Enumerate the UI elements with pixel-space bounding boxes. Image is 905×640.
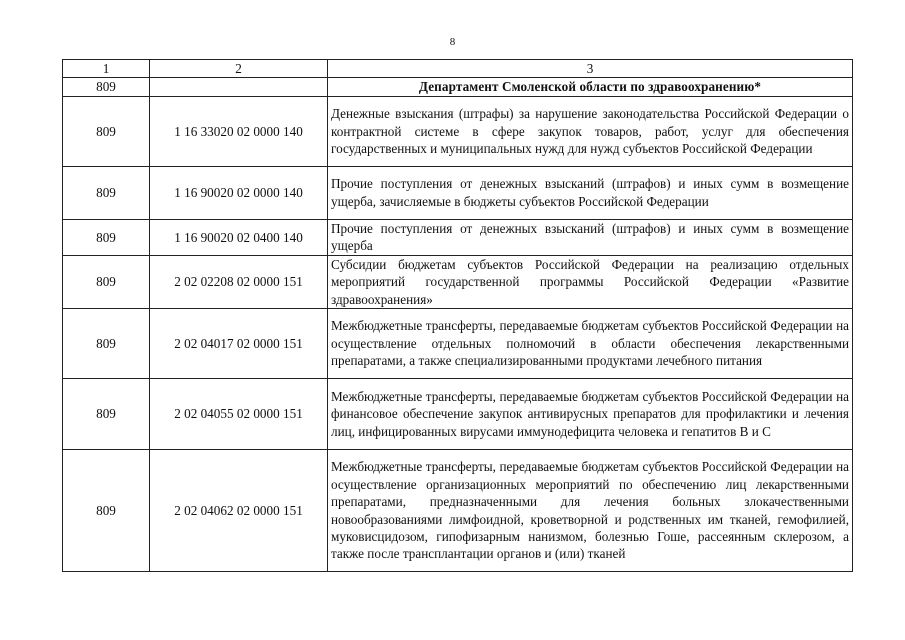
admin-code-cell: 809 <box>63 450 150 572</box>
revenue-name-cell: Денежные взыскания (штрафы) за нарушение законодательства Российской Федерации о контрактной системе в сфере закупок товаров, работ, услуг для обеспечения государственных и муниципальных нужд для нужд субъектов Российской Федерации <box>328 96 853 166</box>
table-row <box>63 219 853 255</box>
column-number-3: 3 <box>328 60 853 78</box>
kbk-code-cell: 1 16 33020 02 0000 140 <box>150 96 328 166</box>
table-row <box>63 309 853 379</box>
kbk-code-cell: 2 02 04017 02 0000 151 <box>150 309 328 379</box>
admin-code-cell: 809 <box>63 219 150 255</box>
admin-code-cell: 809 <box>63 166 150 219</box>
admin-code-cell: 809 <box>63 96 150 166</box>
revenue-name-cell: Межбюджетные трансферты, передаваемые бюджетам субъектов Российской Федерации на осуществление организационных мероприятий по обеспечению лиц лекарственными препаратами, предназначенными для лечения больных злокачественными новообразованиями лимфоидной, кроветворной и родственных им тканей, гемофилией, муковисцидозом, гипофизарным нанизмом, болезнью Гоше, рассеянным склерозом, а также после трансплантации органов и (или) тканей <box>328 450 853 572</box>
budget-code-table <box>62 59 853 572</box>
department-row <box>63 78 853 96</box>
department-code: 809 <box>63 78 150 96</box>
column-number-2: 2 <box>150 60 328 78</box>
table-row <box>63 96 853 166</box>
revenue-name-cell: Межбюджетные трансферты, передаваемые бюджетам субъектов Российской Федерации на финансовое обеспечение закупок антивирусных препаратов для профилактики и лечения лиц, инфицированных вирусами иммунодефицита человека и гепатитов В и С <box>328 379 853 450</box>
column-number-row <box>63 60 853 78</box>
revenue-name-cell: Прочие поступления от денежных взысканий (штрафов) и иных сумм в возмещение ущерба <box>328 219 853 255</box>
table-row <box>63 450 853 572</box>
table-row <box>63 166 853 219</box>
kbk-code-cell: 1 16 90020 02 0000 140 <box>150 166 328 219</box>
kbk-code-cell: 2 02 02208 02 0000 151 <box>150 255 328 308</box>
page-number: 8 <box>449 36 456 48</box>
revenue-name-cell: Межбюджетные трансферты, передаваемые бюджетам субъектов Российской Федерации на осуществление отдельных полномочий в области обеспечения лекарственными препаратами, а также специализированными продуктами лечебного питания <box>328 309 853 379</box>
column-number-1: 1 <box>63 60 150 78</box>
admin-code-cell: 809 <box>63 255 150 308</box>
admin-code-cell: 809 <box>63 379 150 450</box>
kbk-code-cell: 1 16 90020 02 0400 140 <box>150 219 328 255</box>
department-kbk <box>150 78 328 96</box>
table-row <box>63 255 853 308</box>
revenue-name-cell: Субсидии бюджетам субъектов Российской Федерации на реализацию отдельных мероприятий государственной программы Российской Федерации «Развитие здравоохранения» <box>328 255 853 308</box>
department-title: Департамент Смоленской области по здравоохранению* <box>328 78 853 96</box>
admin-code-cell: 809 <box>63 309 150 379</box>
revenue-name-cell: Прочие поступления от денежных взысканий (штрафов) и иных сумм в возмещение ущерба, зачисляемые в бюджеты субъектов Российской Федерации <box>328 166 853 219</box>
kbk-code-cell: 2 02 04055 02 0000 151 <box>150 379 328 450</box>
table-row <box>63 379 853 450</box>
kbk-code-cell: 2 02 04062 02 0000 151 <box>150 450 328 572</box>
